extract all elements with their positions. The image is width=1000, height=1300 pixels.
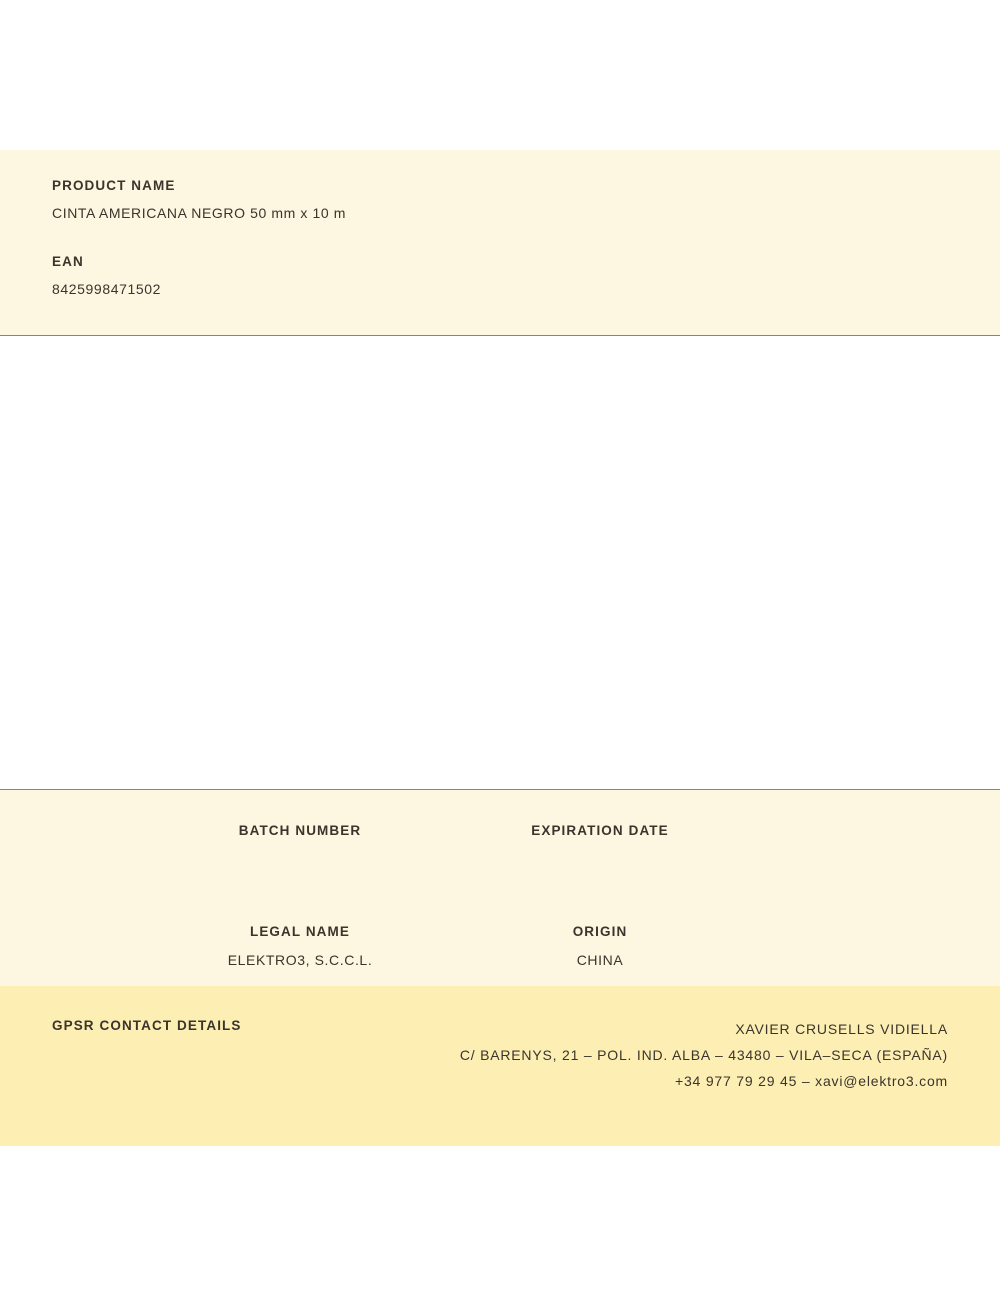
- ean-label: EAN: [52, 254, 84, 269]
- legal-name-value: ELEKTRO3, S.C.C.L.: [227, 952, 373, 968]
- legal-name-cell: [150, 924, 450, 968]
- expiration-date-cell: [450, 823, 750, 867]
- ean-field: [52, 254, 948, 297]
- gpsr-contact-title: GPSR CONTACT DETAILS: [52, 1018, 242, 1033]
- batch-number-cell: [150, 823, 450, 867]
- product-name-value: CINTA AMERICANA NEGRO 50 mm x 10 m: [52, 205, 346, 221]
- origin-value: CHINA: [576, 952, 624, 968]
- ean-value: 8425998471502: [52, 281, 162, 297]
- gpsr-contact-phone-email: +34 977 79 29 45 – xavi@elektro3.com: [675, 1073, 948, 1089]
- gpsr-contact-block: [0, 986, 1000, 1146]
- legal-origin-row: [0, 867, 1000, 968]
- batch-number-label: BATCH NUMBER: [238, 823, 362, 838]
- batch-legal-info-block: [0, 789, 1000, 986]
- gpsr-contact-person: XAVIER CRUSELLS VIDIELLA: [735, 1021, 948, 1037]
- row-left-spacer: [0, 823, 150, 867]
- origin-label: ORIGIN: [572, 924, 628, 939]
- gpsr-contact-lines: [460, 1016, 948, 1094]
- blank-middle-area: [0, 336, 1000, 789]
- gpsr-contact-address: C/ BARENYS, 21 – POL. IND. ALBA – 43480 – VILA–SECA (ESPAÑA): [459, 1047, 948, 1063]
- blank-bottom-area: [0, 1146, 1000, 1300]
- product-name-field: [52, 178, 948, 221]
- row-left-spacer-2: [0, 924, 150, 968]
- product-info-block: [0, 150, 1000, 336]
- expiration-date-label: EXPIRATION DATE: [531, 823, 669, 838]
- expiration-date-value: [450, 851, 750, 867]
- batch-expiration-row: [0, 790, 1000, 867]
- legal-name-label: LEGAL NAME: [249, 924, 350, 939]
- origin-cell: [450, 924, 750, 968]
- batch-number-value: [150, 851, 450, 867]
- product-name-label: PRODUCT NAME: [52, 178, 176, 193]
